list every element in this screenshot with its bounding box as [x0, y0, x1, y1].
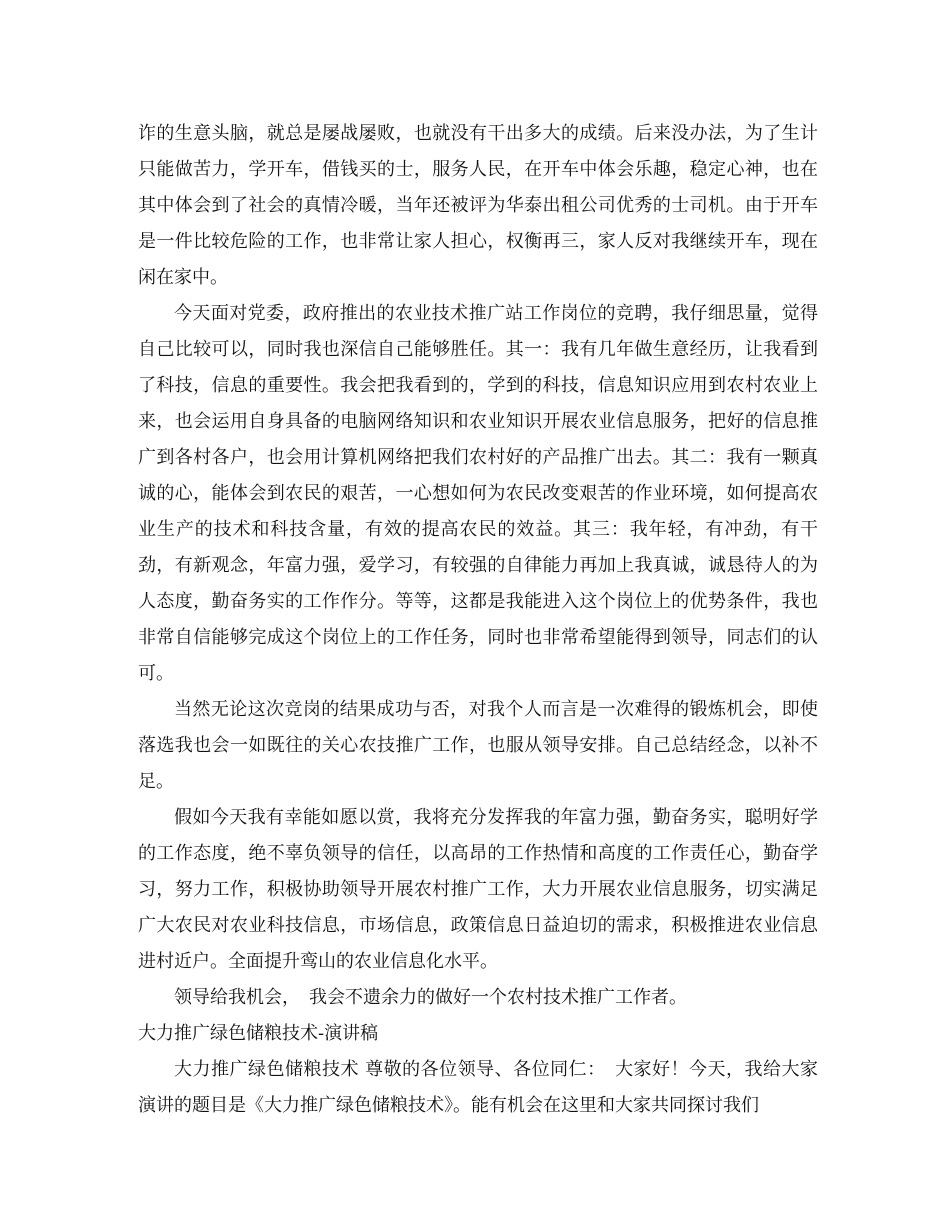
- paragraph-3: 当然无论这次竞岗的结果成功与否，对我个人而言是一次难得的锻炼机会，即使落选我也会一如既往的关心农技推广工作，也服从领导安排。自己总结经念，以补不足。: [138, 699, 818, 792]
- paragraph-2: 今天面对党委，政府推出的农业技术推广站工作岗位的竞聘，我仔细思量，觉得自己比较可以，同时我也深信自己能够胜任。其一：我有几年做生意经历，让我看到了科技，信息的重要性。我会把我看到的，学到的科技，信息知识应用到农村农业上来，也会运用自身具备的电脑网络知识和农业知识开展农业信息服务，把好的信息推广到各村各户，也会用计算机网络把我们农村好的产品推广出去。其二：我有一颗真诚的心，能体会到农民的艰苦，一心想如何为农民改变艰苦的作业环境，如何提高农业生产的技术和科技含量，有效的提高农民的效益。其三：我年轻，有冲劲，有干劲，有新观念，年富力强，爱学习，有较强的自律能力再加上我真诚，诚恳待人的为人态度，勤奋务实的工作作分。等等，这都是我能进入这个岗位上的优势条件，我也非常自信能够完成这个岗位上的工作任务，同时也非常希望能得到领导，同志们的认可。: [138, 303, 818, 684]
- paragraph-4: 假如今天我有幸能如愿以赏，我将充分发挥我的年富力强，勤奋务实，聪明好学的工作态度，绝不辜负领导的信任，以高昂的工作热情和高度的工作责任心，勤奋学习，努力工作，积极协助领导开展农村推广工作，大力开展农业信息服务，切实满足广大农民对农业科技信息，市场信息，政策信息日益迫切的需求，积极推进农业信息进村近户。全面提升鸾山的农业信息化水平。: [138, 807, 818, 972]
- paragraph-5: 领导给我机会， 我会不遗余力的做好一个农村技术推广工作者。: [174, 987, 687, 1008]
- section-heading: 大力推广绿色储粮技术-演讲稿: [138, 1023, 379, 1044]
- paragraph-6: 大力推广绿色储粮技术 尊敬的各位领导、各位同仁： 大家好！今天，我给大家演讲的题目是《大力推广绿色储粮技术》。能有机会在这里和大家共同探讨我们: [138, 1059, 818, 1116]
- paragraph-1: 诈的生意头脑，就总是屡战屡败，也就没有干出多大的成绩。后来没办法，为了生计只能做苦力，学开车，借钱买的士，服务人民，在开车中体会乐趣，稳定心神，也在其中体会到了社会的真情冷暖，当年还被评为华泰出租公司优秀的士司机。由于开车是一件比较危险的工作，也非常让家人担心，权衡再三，家人反对我继续开车，现在闲在家中。: [138, 123, 818, 288]
- document-body: [138, 116, 818, 1124]
